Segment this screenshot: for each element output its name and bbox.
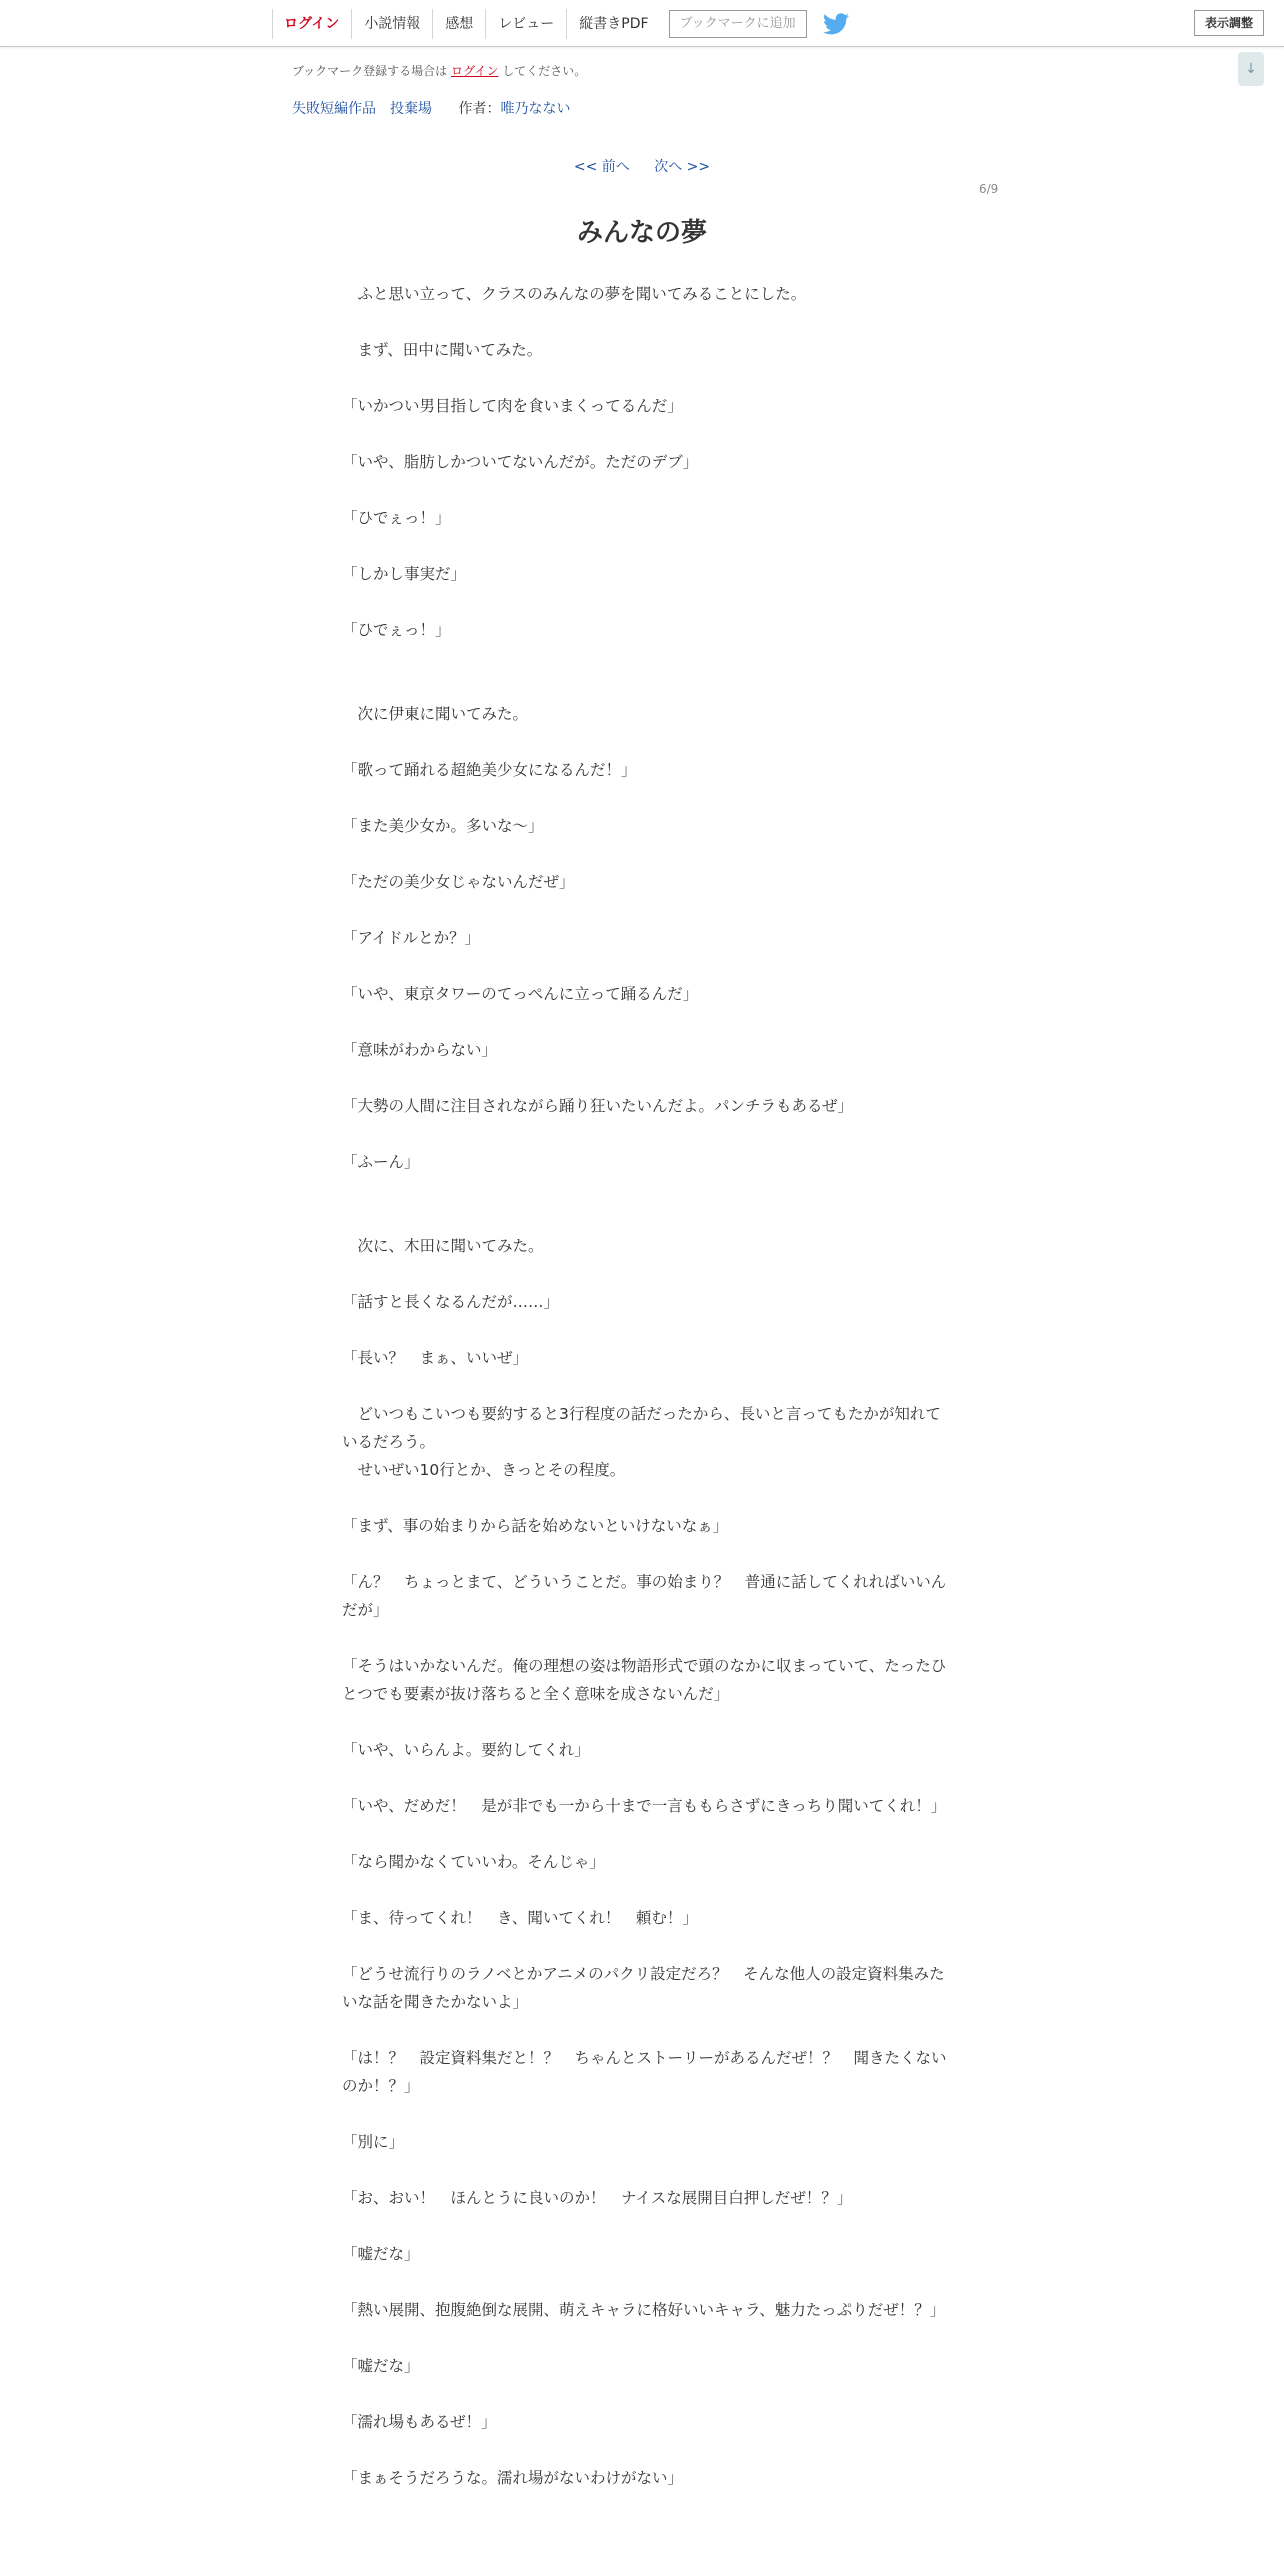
- novel-line: [342, 2380, 947, 2408]
- chapter-title: みんなの夢: [576, 218, 707, 248]
- chapter-pager: [0, 156, 1284, 176]
- notice-suffix: してください。: [502, 64, 587, 78]
- novel-line: 「熱い展開、抱腹絶倒な展開、萌えキャラに格好いいキャラ、魅力たっぷりだぜ！？」: [342, 2301, 946, 2319]
- novel-line: 「ま、待ってくれ！ き、聞いてくれ！ 頼む！」: [342, 1909, 698, 1927]
- novel-line: [342, 2100, 947, 2128]
- novel-line: 「いかつい男目指して肉を食いまくってるんだ」: [342, 397, 683, 415]
- novel-line: [342, 2436, 947, 2464]
- display-adjust-button[interactable]: 表示調整: [1194, 10, 1264, 36]
- notice-login-link[interactable]: ログイン: [451, 64, 499, 78]
- novel-line: 「嘘だな」: [342, 2357, 420, 2375]
- novel-line: [342, 364, 947, 392]
- novel-line: [342, 1540, 947, 1568]
- nav-novel-info-link[interactable]: 小説情報: [351, 9, 432, 39]
- novel-line: 「ん？ ちょっとまて、どういうことだ。事の始まり？ 普通に話してくれればいいんだが」: [342, 1573, 947, 1619]
- novel-line: まず、田中に聞いてみた。: [342, 341, 543, 359]
- novel-line: [342, 1204, 947, 1232]
- author-label: 作者：: [458, 101, 501, 117]
- novel-line: どいつもこいつも要約すると3行程度の話だったから、長いと言ってもたかが知れているだろう。: [342, 1405, 941, 1451]
- novel-line: [342, 1624, 947, 1652]
- novel-line: [342, 1120, 947, 1148]
- novel-line: 「嘘だな」: [342, 2245, 420, 2263]
- novel-line: 「ふーん」: [342, 1153, 420, 1171]
- novel-line: [342, 840, 947, 868]
- novel-line: 「いや、だめだ！ 是が非でも一から十まで一言ももらさずにきっちり聞いてくれ！」: [342, 1797, 947, 1815]
- novel-line: 「ただの美少女じゃないんだぜ」: [342, 873, 575, 891]
- novel-line: [342, 1316, 947, 1344]
- page-number: 6/9: [979, 182, 999, 196]
- novel-line: 「どうせ流行りのラノベとかアニメのパクリ設定だろ？ そんな他人の設定資料集みたいな話を聞きたかないよ」: [342, 1965, 945, 2011]
- novel-line: [342, 896, 947, 924]
- novel-line: ふと思い立って、クラスのみんなの夢を聞いてみることにした。: [342, 285, 807, 303]
- novel-line: [342, 1008, 947, 1036]
- novel-line: 「また美少女か。多いな～」: [342, 817, 544, 835]
- novel-line: [342, 420, 947, 448]
- novel-line: [342, 2156, 947, 2184]
- novel-line: 「まぁそうだろうな。濡れ場がないわけがない」: [342, 2469, 684, 2487]
- novel-line: 「いや、東京タワーのてっぺんに立って踊るんだ」: [342, 985, 699, 1003]
- novel-line: 「大勢の人間に注目されながら踊り狂いたいんだよ。パンチラもあるぜ」: [342, 1097, 854, 1115]
- novel-body: [342, 280, 947, 2492]
- novel-line: [342, 308, 947, 336]
- nav-review-link[interactable]: レビュー: [485, 9, 566, 39]
- novel-line: [342, 1820, 947, 1848]
- novel-line: [342, 2324, 947, 2352]
- novel-line: [342, 1176, 947, 1204]
- novel-line: 「いや、脂肪しかついてないんだが。ただのデブ」: [342, 453, 699, 471]
- notice-prefix: ブックマーク登録する場合は: [292, 64, 448, 78]
- novel-line: [342, 1064, 947, 1092]
- novel-line: 「お、おい！ ほんとうに良いのか！ ナイスな展開目白押しだぜ！？」: [342, 2189, 853, 2207]
- novel-line: 次に、木田に聞いてみた。: [342, 1237, 544, 1255]
- novel-line: せいぜい10行とか、きっとその程度。: [342, 1461, 626, 1479]
- novel-line: [342, 1708, 947, 1736]
- novel-line: [342, 2268, 947, 2296]
- novel-line: 「話すと長くなるんだが……」: [342, 1293, 560, 1311]
- novel-line: [342, 532, 947, 560]
- top-navbar: [0, 0, 1284, 47]
- prev-chapter-link[interactable]: << 前へ: [573, 159, 630, 175]
- nav-login-link[interactable]: ログイン: [272, 9, 351, 39]
- nav-pdf-link[interactable]: 縦書きPDF: [566, 9, 660, 39]
- author-link[interactable]: 唯乃なない: [500, 101, 571, 117]
- novel-line: [342, 588, 947, 616]
- novel-line: 「ひでぇっ！」: [342, 509, 451, 527]
- next-chapter-link[interactable]: 次へ >>: [654, 159, 711, 175]
- novel-line: [342, 1372, 947, 1400]
- novel-line: [342, 728, 947, 756]
- novel-line: 「長い？ まぁ、いいぜ」: [342, 1349, 529, 1367]
- bookmark-login-notice: [292, 62, 586, 79]
- novel-line: 「歌って踊れる超絶美少女になるんだ！」: [342, 761, 637, 779]
- nav-menu: [272, 9, 849, 39]
- novel-line: 「別に」: [342, 2133, 405, 2151]
- novel-line: [342, 2016, 947, 2044]
- novel-line: [342, 2212, 947, 2240]
- novel-line: 「濡れ場もあるぜ！」: [342, 2413, 497, 2431]
- novel-line: 「しかし事実だ」: [342, 565, 467, 583]
- novel-line: [342, 784, 947, 812]
- novel-line: 「ひでぇっ！」: [342, 621, 451, 639]
- novel-line: [342, 1764, 947, 1792]
- novel-line: 「まず、事の始まりから話を始めないといけないなぁ」: [342, 1517, 729, 1535]
- novel-line: 「なら聞かなくていいわ。そんじゃ」: [342, 1853, 605, 1871]
- add-bookmark-button[interactable]: ブックマークに追加: [669, 10, 807, 38]
- novel-line: 次に伊東に聞いてみた。: [342, 705, 529, 723]
- series-title-link[interactable]: 失敗短編作品 投棄場: [292, 101, 432, 117]
- novel-line: 「は！？ 設定資料集だと！？ ちゃんとストーリーがあるんだぜ！？ 聞きたくないのか！？」: [342, 2049, 947, 2095]
- novel-line: 「いや、いらんよ。要約してくれ」: [342, 1741, 590, 1759]
- novel-line: [342, 1484, 947, 1512]
- novel-line: 「意味がわからない」: [342, 1041, 498, 1059]
- scroll-down-icon[interactable]: ↓: [1238, 52, 1264, 86]
- novel-line: 「アイドルとか？」: [342, 929, 481, 947]
- novel-line: [342, 672, 947, 700]
- novel-line: 「そうはいかないんだ。俺の理想の姿は物語形式で頭のなかに収まっていて、たったひとつでも要素が抜け落ちると全く意味を成さないんだ」: [342, 1657, 947, 1703]
- nav-impressions-link[interactable]: 感想: [432, 9, 485, 39]
- novel-line: [342, 644, 947, 672]
- novel-line: [342, 1876, 947, 1904]
- novel-line: [342, 1932, 947, 1960]
- twitter-icon[interactable]: [823, 13, 849, 35]
- novel-line: [342, 1260, 947, 1288]
- novel-line: [342, 476, 947, 504]
- series-info: [292, 98, 570, 118]
- novel-line: [342, 952, 947, 980]
